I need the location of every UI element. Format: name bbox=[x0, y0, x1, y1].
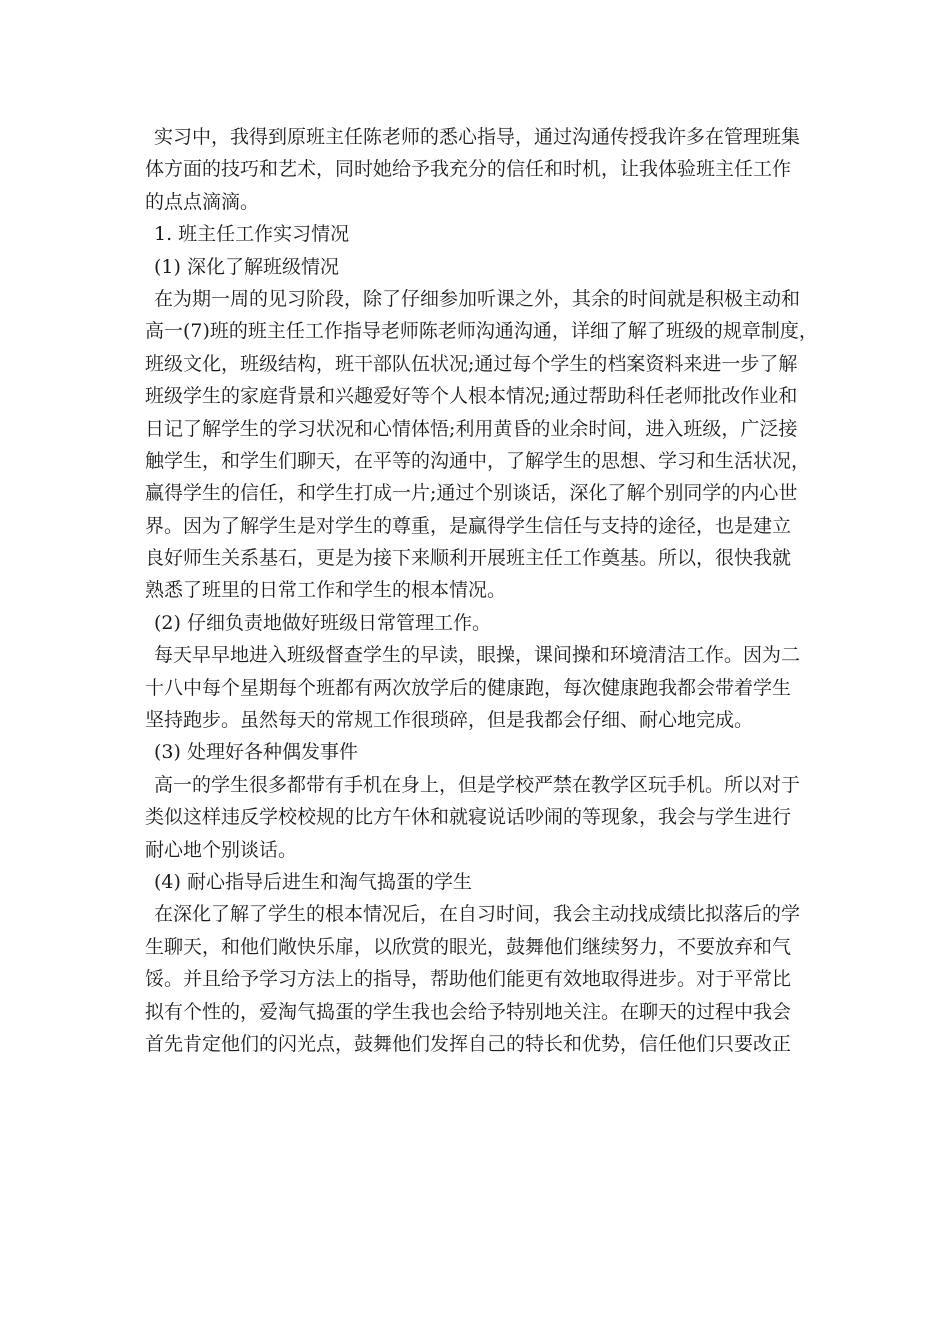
text-line: (1) 深化了解班级情况 bbox=[154, 255, 339, 278]
text-line: 赢得学生的信任，和学生打成一片;通过个别谈话，深化了解个别同学的内心世 bbox=[145, 482, 798, 505]
text-line: 体方面的技巧和艺术，同时她给予我充分的信任和时机，让我体验班主任工作 bbox=[145, 158, 792, 181]
text-line: 1. 班主任工作实习情况 bbox=[154, 223, 350, 246]
text-line: 实习中，我得到原班主任陈老师的悉心指导，通过沟通传授我许多在管理班集 bbox=[154, 126, 801, 148]
text-line: (2) 仔细负责地做好班级日常管理工作。 bbox=[154, 611, 491, 634]
text-line: 每天早早地进入班级督查学生的早读，眼操，课间操和环境清洁工作。因为二 bbox=[154, 644, 801, 667]
text-line: 班级文化，班级结构，班干部队伍状况;通过每个学生的档案资料来进一步了解 bbox=[145, 352, 798, 375]
text-line: 在为期一周的见习阶段，除了仔细参加听课之外，其余的时间就是积极主动和 bbox=[154, 287, 801, 310]
text-line: 生聊天，和他们敞快乐扉，以欣赏的眼光，鼓舞他们继续努力，不要放弃和气 bbox=[145, 935, 792, 958]
text-line: (4) 耐心指导后进生和淘气捣蛋的学生 bbox=[154, 870, 472, 893]
text-line: 类似这样违反学校校规的比方午休和就寝说话吵闹的等现象，我会与学生进行 bbox=[145, 806, 792, 829]
text-line: 高一(7)班的班主任工作指导老师陈老师沟通沟通，详细了解了班级的规章制度， bbox=[145, 320, 818, 343]
text-line: 拟有个性的，爱淘气捣蛋的学生我也会给予特别地关注。在聊天的过程中我会 bbox=[145, 1000, 792, 1023]
text-line: 界。因为了解学生是对学生的尊重，是赢得学生信任与支持的途径，也是建立 bbox=[145, 514, 792, 537]
text-line: (3) 处理好各种偶发事件 bbox=[154, 741, 358, 764]
text-line: 耐心地个别谈话。 bbox=[145, 838, 298, 861]
text-line: 熟悉了班里的日常工作和学生的根本情况。 bbox=[145, 579, 507, 602]
text-line: 十八中每个星期每个班都有两次放学后的健康跑，每次健康跑我都会带着学生 bbox=[145, 676, 792, 699]
text-line: 的点点滴滴。 bbox=[145, 190, 260, 213]
text-line: 在深化了解了学生的根本情况后，在自习时间，我会主动找成绩比拟落后的学 bbox=[154, 903, 801, 926]
text-line: 馁。并且给予学习方法上的指导，帮助他们能更有效地取得进步。对于平常比 bbox=[145, 968, 792, 991]
text-line: 坚持跑步。虽然每天的常规工作很琐碎，但是我都会仔细、耐心地完成。 bbox=[145, 709, 754, 732]
text-line: 首先肯定他们的闪光点，鼓舞他们发挥自己的特长和优势，信任他们只要改正 bbox=[145, 1032, 792, 1055]
text-line: 触学生，和学生们聊天，在平等的沟通中，了解学生的思想、学习和生活状况， bbox=[145, 449, 811, 472]
text-line: 班级学生的家庭背景和兴趣爱好等个人根本情况;通过帮助科任老师批改作业和 bbox=[145, 385, 798, 408]
text-line: 良好师生关系基石，更是为接下来顺利开展班主任工作奠基。所以，很快我就 bbox=[145, 547, 792, 570]
document-body bbox=[145, 121, 818, 1060]
text-line: 高一的学生很多都带有手机在身上，但是学校严禁在教学区玩手机。所以对于 bbox=[154, 773, 801, 796]
text-line: 日记了解学生的学习状况和心情体悟;利用黄昏的业余时间，进入班级，广泛接 bbox=[145, 417, 798, 440]
